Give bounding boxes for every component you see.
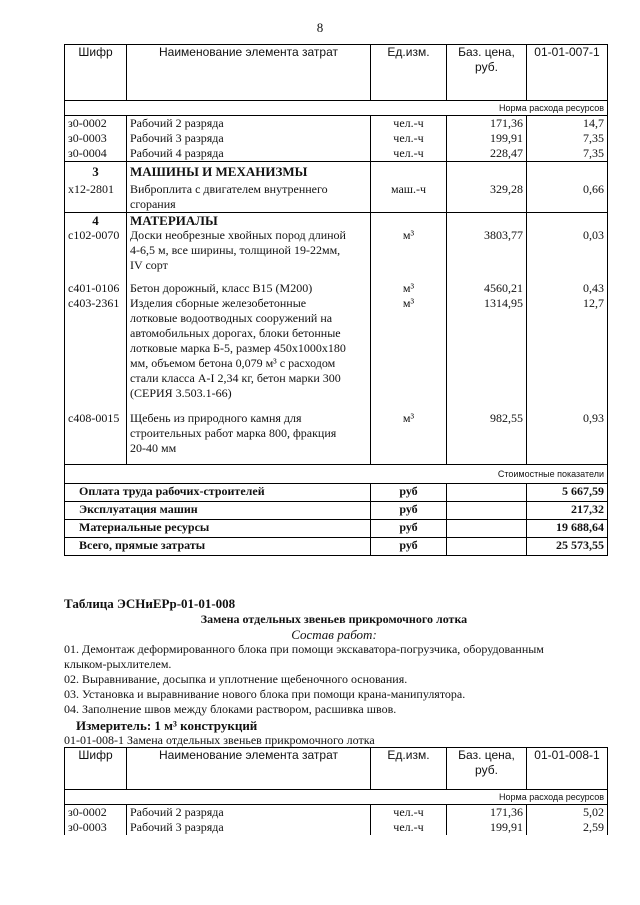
section-subtitle: Замена отдельных звеньев прикромочного лотка (200, 612, 468, 626)
table-row: з0-0003 Рабочий 3 разряда чел.-ч 199,91 7,35 (65, 131, 608, 146)
works-list (64, 642, 604, 717)
table-row: з0-0002 Рабочий 2 разряда чел.-ч 171,36 14,7 (65, 116, 608, 132)
header-unit: Ед.изм. (371, 45, 447, 101)
norm-label-row (65, 790, 608, 805)
list-item: 02. Выравнивание, досыпка и уплотнение щебеночного основания. (64, 672, 408, 686)
page-number: 8 (316, 20, 324, 35)
header-code: Шифр (65, 45, 127, 101)
table-title: Таблица ЭСНиЕРр-01-01-008 (64, 596, 236, 611)
resource-table-2 (64, 747, 608, 835)
list-item: клыком-рыхлителем. (64, 657, 172, 671)
cost-label-row (65, 464, 608, 483)
section-header-machines: 3 МАШИНЫ И МЕХАНИЗМЫ (65, 162, 608, 182)
table-row: з0-0004 Рабочий 4 разряда чел.-ч 228,47 7,35 (65, 146, 608, 162)
table-row: х12-2801 Виброплита с двигателем внутреннего сгорания маш.-ч 329,28 0,66 (65, 182, 608, 213)
section-header-materials: 4 МАТЕРИАЛЫ (65, 212, 608, 228)
cost-label: Стоимостные показатели (65, 464, 608, 483)
total-row: Материальные ресурсы руб 19 688,64 (65, 519, 608, 537)
total-row: Всего, прямые затраты руб 25 573,55 (65, 537, 608, 555)
norm-label: Норма расхода ресурсов (65, 101, 608, 116)
table-header-row (65, 45, 608, 101)
norm-line: 01-01-008-1 Замена отдельных звеньев прикромочного лотка (64, 733, 375, 747)
header-price: Баз. цена, руб. (447, 748, 527, 790)
works-title: Состав работ: (291, 627, 377, 642)
table-row: с403-2361 Изделия сборные железобетонные лотковые водоотводных сооружений на автомобильных дорогах, блоки бетонные лотковые марка Б-5, размер 450х1000х180 мм, объемом бетона 0,079 м³ с расходом стали класса А-I 2,34 кг, бетон марки 300 (СЕРИЯ 3.503.1-66) м³ 1314,95 12,7 (65, 296, 608, 401)
meter-line: Измеритель: 1 м³ конструкций (76, 718, 258, 733)
table-row: с408-0015 Щебень из природного камня для строительных работ марка 800, фракция 20-40 мм м³ 982,55 0,93 (65, 411, 608, 456)
resource-table-1 (64, 44, 608, 556)
norm-label: Норма расхода ресурсов (65, 790, 608, 805)
list-item: 04. Заполнение швов между блоками раствором, расшивка швов. (64, 702, 397, 716)
list-item: 03. Установка и выравнивание нового блока при помощи крана-манипулятора. (64, 687, 466, 701)
header-norm-code: 01-01-008-1 (527, 748, 608, 790)
header-norm-code: 01-01-007-1 (527, 45, 608, 101)
header-name: Наименование элемента затрат (127, 45, 371, 101)
header-price: Баз. цена, руб. (447, 45, 527, 101)
table-header-row (65, 748, 608, 790)
table-row: с102-0070 Доски необрезные хвойных пород длиной 4-6,5 м, все ширины, толщиной 19-22мм, IV сорт м³ 3803,77 0,03 (65, 228, 608, 273)
total-row: Эксплуатация машин руб 217,32 (65, 501, 608, 519)
list-item: 01. Демонтаж деформированного блока при помощи экскаватора-погрузчика, оборудованным (64, 642, 544, 656)
norm-label-row (65, 101, 608, 116)
table-row: с401-0106 Бетон дорожный, класс В15 (М200) м³ 4560,21 0,43 (65, 281, 608, 296)
total-row: Оплата труда рабочих-строителей руб 5 667,59 (65, 483, 608, 501)
header-code: Шифр (65, 748, 127, 790)
header-unit: Ед.изм. (371, 748, 447, 790)
header-name: Наименование элемента затрат (127, 748, 371, 790)
table-row: з0-0003 Рабочий 3 разряда чел.-ч 199,91 2,59 (65, 820, 608, 835)
table-row: з0-0002 Рабочий 2 разряда чел.-ч 171,36 5,02 (65, 805, 608, 821)
